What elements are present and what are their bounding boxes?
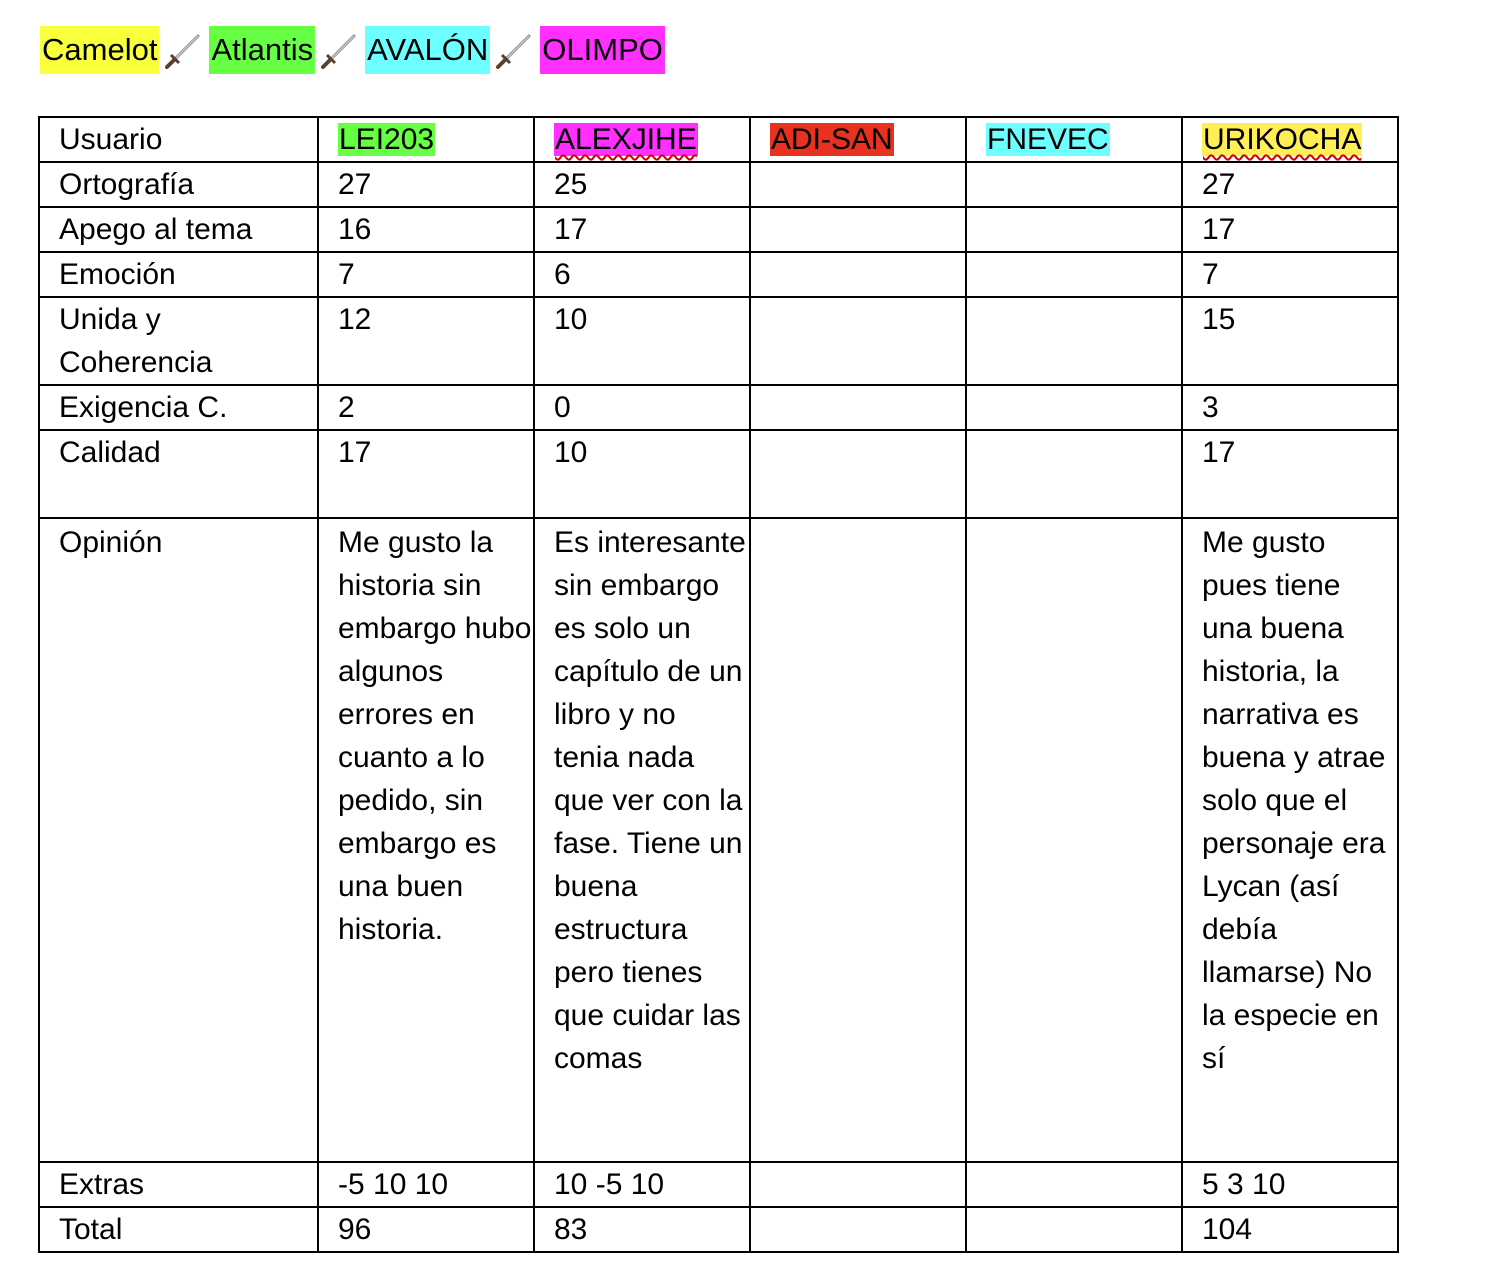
score-cell: 6 bbox=[534, 252, 750, 297]
score-cell: 17 bbox=[534, 207, 750, 252]
user-name: URIKOCHA bbox=[1203, 123, 1362, 156]
total-cell: 83 bbox=[534, 1207, 750, 1252]
row-label: Ortografía bbox=[39, 162, 318, 207]
score-cell: 5 3 10 bbox=[1182, 1162, 1398, 1207]
table-row bbox=[39, 207, 1398, 252]
score-cell bbox=[966, 252, 1182, 297]
score-cell: 7 bbox=[318, 252, 534, 297]
row-label: Total bbox=[39, 1207, 318, 1252]
score-cell: 15 bbox=[1182, 297, 1398, 385]
sword-icon bbox=[490, 26, 540, 74]
table-header-row bbox=[39, 117, 1398, 162]
table-row bbox=[39, 385, 1398, 430]
score-cell bbox=[750, 1162, 966, 1207]
score-cell bbox=[966, 430, 1182, 518]
table-row bbox=[39, 1162, 1398, 1207]
score-cell: -5 10 10 bbox=[318, 1162, 534, 1207]
table-row bbox=[39, 162, 1398, 207]
user-name: FNEVEC bbox=[987, 123, 1109, 156]
row-label: Usuario bbox=[39, 117, 318, 162]
opinion-cell: Me gusto la historia sin embargo hubo algunos errores en cuanto a lo pedido, sin embargo es una buen historia. bbox=[318, 518, 534, 1162]
house-avalon: AVALÓN bbox=[365, 26, 490, 74]
score-cell bbox=[966, 385, 1182, 430]
opinion-cell: Me gusto pues tiene una buena historia, la narrativa es buena y atrae solo que el personaje era Lycan (así debía llamarse) No la especie en sí bbox=[1182, 518, 1398, 1162]
score-cell: 10 bbox=[534, 297, 750, 385]
user-cell bbox=[750, 117, 966, 162]
opinion-cell bbox=[750, 518, 966, 1162]
opinion-cell bbox=[966, 518, 1182, 1162]
score-cell: 7 bbox=[1182, 252, 1398, 297]
user-name: ADI-SAN bbox=[771, 123, 893, 156]
scores-table bbox=[38, 116, 1399, 1253]
score-cell: 17 bbox=[1182, 207, 1398, 252]
score-cell: 10 bbox=[534, 430, 750, 518]
total-cell bbox=[750, 1207, 966, 1252]
total-cell: 104 bbox=[1182, 1207, 1398, 1252]
user-cell bbox=[534, 117, 750, 162]
score-cell bbox=[750, 385, 966, 430]
user-cell bbox=[966, 117, 1182, 162]
score-cell: 16 bbox=[318, 207, 534, 252]
user-cell bbox=[318, 117, 534, 162]
score-cell: 17 bbox=[318, 430, 534, 518]
total-cell bbox=[966, 1207, 1182, 1252]
sword-icon bbox=[159, 26, 209, 74]
table-row-opinion bbox=[39, 518, 1398, 1162]
score-cell: 27 bbox=[318, 162, 534, 207]
table-row bbox=[39, 252, 1398, 297]
score-cell bbox=[966, 207, 1182, 252]
user-cell bbox=[1182, 117, 1398, 162]
score-cell bbox=[966, 1162, 1182, 1207]
house-atlantis: Atlantis bbox=[209, 26, 315, 74]
table-row-total bbox=[39, 1207, 1398, 1252]
row-label: Extras bbox=[39, 1162, 318, 1207]
row-label: Exigencia C. bbox=[39, 385, 318, 430]
row-label: Apego al tema bbox=[39, 207, 318, 252]
row-label: Opinión bbox=[39, 518, 318, 1162]
score-cell: 12 bbox=[318, 297, 534, 385]
score-cell: 27 bbox=[1182, 162, 1398, 207]
score-cell bbox=[750, 207, 966, 252]
score-cell: 10 -5 10 bbox=[534, 1162, 750, 1207]
table-row bbox=[39, 297, 1398, 385]
row-label: Unida y Coherencia bbox=[39, 297, 318, 385]
score-cell: 2 bbox=[318, 385, 534, 430]
score-cell bbox=[750, 162, 966, 207]
score-cell bbox=[750, 430, 966, 518]
sword-icon bbox=[315, 26, 365, 74]
score-cell bbox=[750, 297, 966, 385]
user-name: ALEXJIHE bbox=[555, 123, 697, 156]
house-camelot: Camelot bbox=[40, 26, 159, 74]
opinion-cell: Es interesante sin embargo es solo un capítulo de un libro y no tenia nada que ver con la fase. Tiene un buena estructura pero tienes que cuidar las comas bbox=[534, 518, 750, 1162]
table-row bbox=[39, 430, 1398, 518]
score-cell: 25 bbox=[534, 162, 750, 207]
score-cell bbox=[750, 252, 966, 297]
score-cell bbox=[966, 297, 1182, 385]
row-label: Calidad bbox=[39, 430, 318, 518]
score-cell: 0 bbox=[534, 385, 750, 430]
house-legend bbox=[40, 26, 665, 74]
row-label: Emoción bbox=[39, 252, 318, 297]
score-cell: 3 bbox=[1182, 385, 1398, 430]
score-cell bbox=[966, 162, 1182, 207]
score-cell: 17 bbox=[1182, 430, 1398, 518]
house-olimpo: OLIMPO bbox=[540, 26, 665, 74]
total-cell: 96 bbox=[318, 1207, 534, 1252]
user-name: LEI203 bbox=[339, 123, 435, 156]
